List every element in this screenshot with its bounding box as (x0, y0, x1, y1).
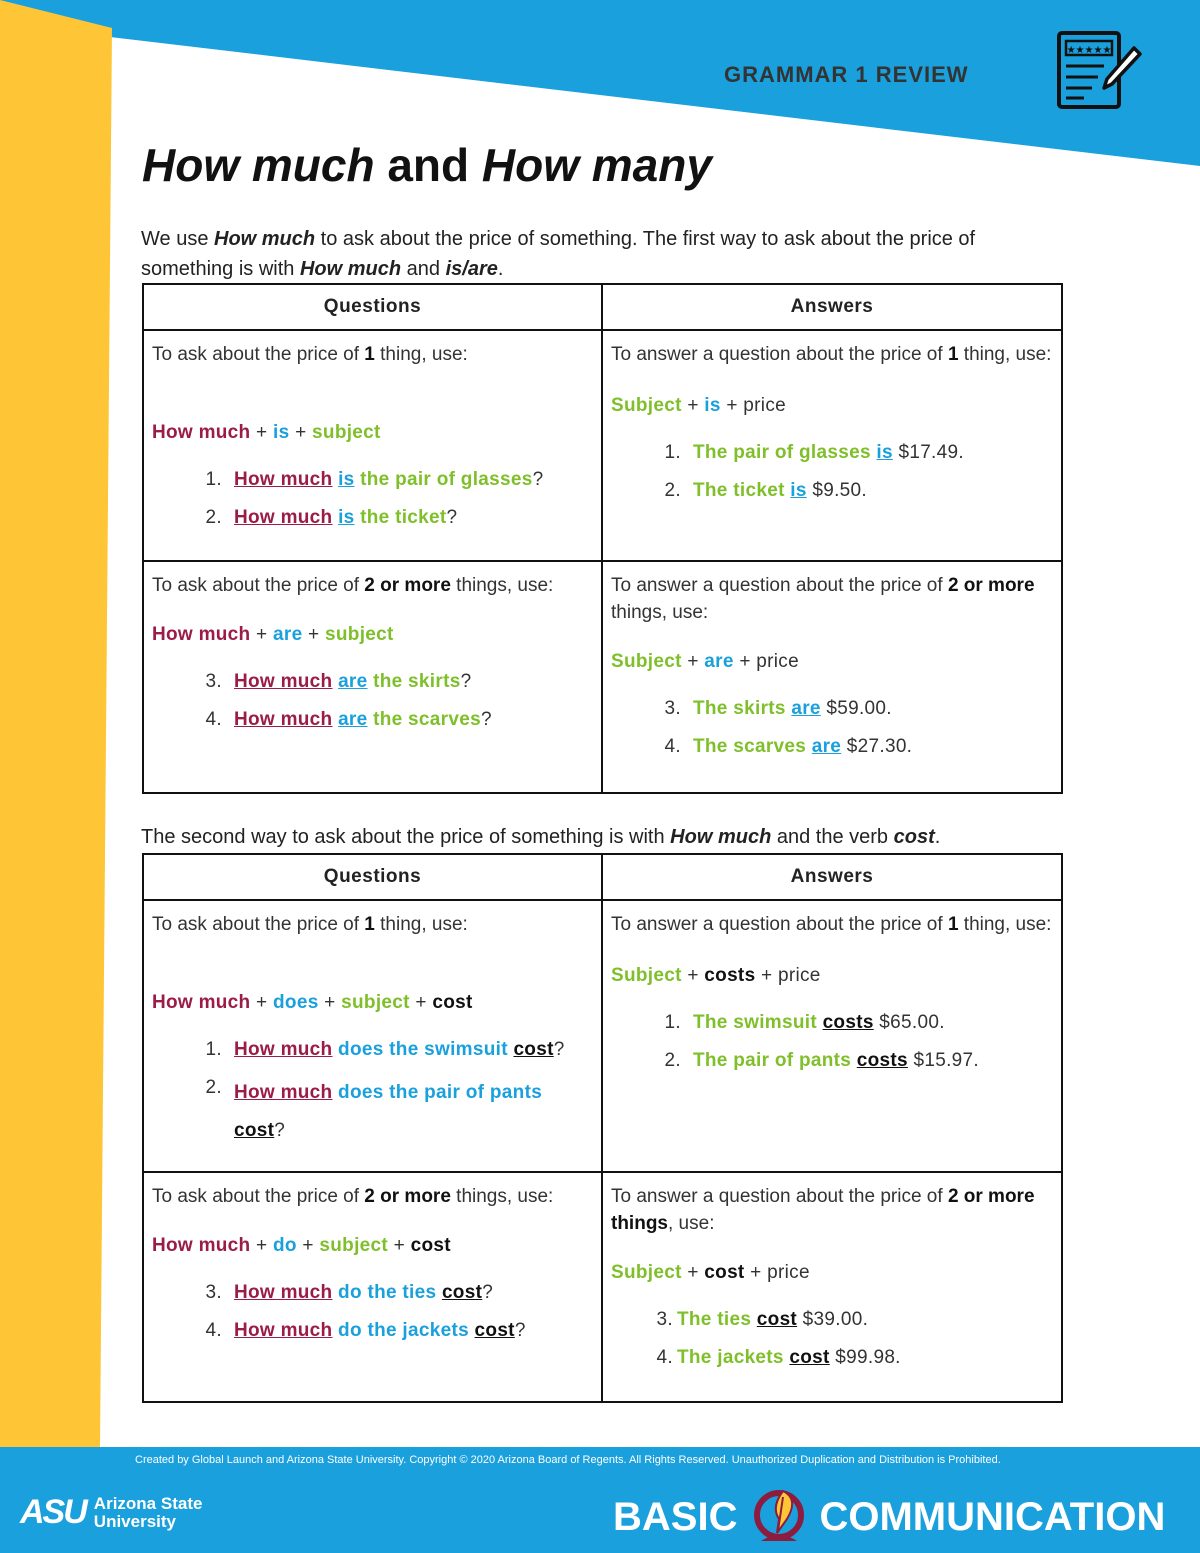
list-item: 2. The ticket is $9.50. (664, 480, 867, 501)
list-item: 3. How much are the skirts? (205, 671, 472, 692)
copyright-notice: Created by Global Launch and Arizona State University. Copyright © 2020 Arizona Board of Regents. All Rights Reserved. Unauthorized Duplication and Distribution is Prohibited. (135, 1454, 1001, 1466)
page-title: How much and How many (142, 139, 712, 191)
example-list (152, 1279, 593, 1344)
answer-formula: Subject + cost + price (611, 1262, 810, 1283)
answer-cell (602, 1172, 1062, 1402)
svg-text:★★★★★: ★★★★★ (1066, 45, 1112, 56)
example-list (611, 1009, 1053, 1074)
list-item: 1. How much is the pair of glasses? (205, 469, 544, 490)
rule-description: To answer a question about the price of 1 thing, use: (611, 344, 1052, 365)
rule-description: To ask about the price of 2 or more things, use: (152, 1186, 554, 1207)
asu-name: Arizona State University (93, 1493, 203, 1531)
questions-header: Questions (143, 284, 602, 330)
brand-right-text: COMMUNICATION (819, 1494, 1166, 1539)
example-list (152, 466, 593, 531)
rule-description: To ask about the price of 2 or more things, use: (152, 575, 554, 596)
section-label: GRAMMAR 1 REVIEW (724, 62, 969, 87)
list-item: 2. How much does the pair of pants cost? (205, 1077, 543, 1141)
table-header-row (143, 854, 1062, 900)
question-cell (143, 561, 602, 793)
answer-cell (602, 900, 1062, 1172)
table-row (143, 330, 1062, 561)
question-formula: How much + is + subject (152, 422, 381, 443)
questions-header: Questions (143, 854, 602, 900)
rule-description: To ask about the price of 1 thing, use: (152, 914, 468, 935)
list-item: 2. The pair of pants costs $15.97. (664, 1050, 979, 1071)
intro-paragraph-1: We use How much to ask about the price of something. The first way to ask about the price of something is with How much and is/are. (141, 228, 976, 280)
answers-header: Answers (602, 284, 1062, 330)
answer-formula: Subject + is + price (611, 395, 786, 416)
rule-description: To answer a question about the price of 1 thing, use: (611, 914, 1052, 935)
rule-description: To answer a question about the price of 2 or more things, use: (611, 575, 1035, 623)
list-item: 4. How much are the scarves? (205, 709, 492, 730)
example-list (611, 695, 1053, 760)
rule-description: To ask about the price of 1 thing, use: (152, 344, 468, 365)
question-cell (143, 1172, 602, 1402)
intro-paragraph-2: The second way to ask about the price of something is with How much and the verb cost. (141, 826, 941, 848)
list-item: 4. The scarves are $27.30. (664, 736, 913, 757)
table-row (143, 900, 1062, 1172)
answer-cell (602, 330, 1062, 561)
list-item: 2. How much is the ticket? (205, 507, 458, 528)
list-item: 1. The pair of glasses is $17.49. (664, 442, 964, 463)
list-item: 3. The ties cost $39.00. (656, 1309, 869, 1330)
rule-description: To answer a question about the price of 2 or more things, use: (611, 1186, 1035, 1234)
answer-formula: Subject + costs + price (611, 965, 821, 986)
example-list (611, 439, 1053, 504)
yellow-side-band (0, 0, 112, 1447)
list-item: 3. The skirts are $59.00. (664, 698, 892, 719)
example-list (611, 1306, 1053, 1371)
list-item: 3. How much do the ties cost? (205, 1282, 494, 1303)
list-item: 4. How much do the jackets cost? (205, 1320, 526, 1341)
list-item: 1. The swimsuit costs $65.00. (664, 1012, 945, 1033)
answer-formula: Subject + are + price (611, 651, 799, 672)
table-header-row (143, 284, 1062, 330)
table-row (143, 1172, 1062, 1402)
answer-cell (602, 561, 1062, 793)
grammar-table-cost (142, 853, 1063, 1403)
program-brand (613, 1485, 1165, 1549)
question-cell (143, 330, 602, 561)
example-list (152, 668, 593, 733)
footer-bar (0, 1447, 1200, 1553)
question-formula: How much + are + subject (152, 624, 394, 645)
question-formula: How much + do + subject + cost (152, 1235, 451, 1256)
list-item: 1. How much does the swimsuit cost? (205, 1039, 565, 1060)
brand-left-text: BASIC (613, 1494, 738, 1539)
asu-mark: ASU (20, 1493, 86, 1531)
example-list (152, 1036, 593, 1150)
asu-logo (20, 1493, 202, 1532)
grammar-table-is-are (142, 283, 1063, 794)
question-cell (143, 900, 602, 1172)
question-formula: How much + does + subject + cost (152, 992, 473, 1013)
quill-crest-icon (747, 1485, 811, 1549)
table-row (143, 561, 1062, 793)
worksheet-icon (1054, 30, 1144, 112)
list-item: 4. The jackets cost $99.98. (656, 1347, 901, 1368)
answers-header: Answers (602, 854, 1062, 900)
